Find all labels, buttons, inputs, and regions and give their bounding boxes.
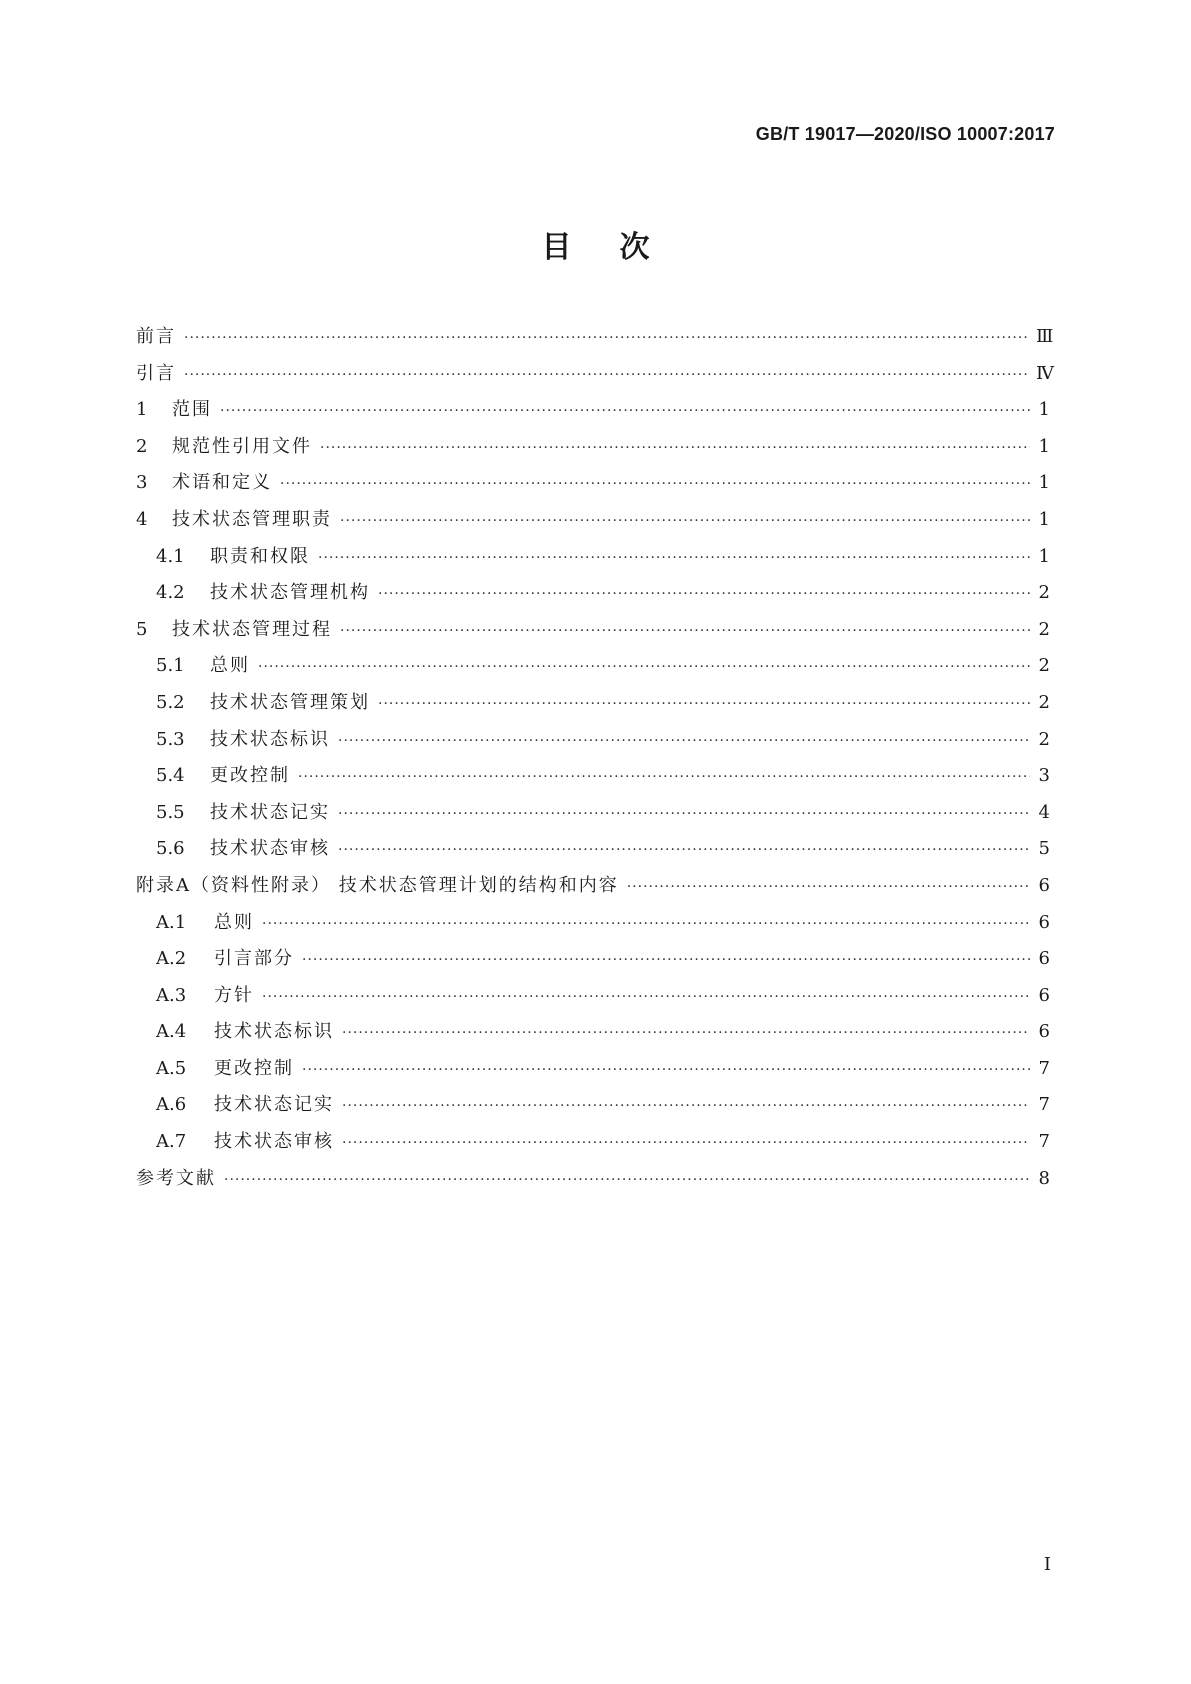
toc-entry-page: 1	[1038, 472, 1050, 494]
toc-entry-number: A.3	[156, 984, 187, 1006]
toc-entry-number: 4.2	[156, 582, 185, 604]
toc-entry-label: 引言	[136, 362, 176, 384]
page-title: 目次	[541, 230, 698, 265]
toc-entry[interactable]	[136, 908, 1050, 945]
toc-entry-page: Ⅳ	[1036, 362, 1054, 384]
toc-entry-label: 更改控制	[214, 1057, 294, 1079]
toc-entry[interactable]	[136, 981, 1050, 1018]
toc-entry-page: 5	[1038, 838, 1050, 860]
toc-entry-label: 技术状态记实	[210, 801, 330, 823]
toc-entry-page: 1	[1038, 508, 1050, 530]
dot-leader	[320, 440, 1030, 456]
toc-entry[interactable]	[136, 651, 1050, 688]
toc-entry-page: 2	[1038, 655, 1050, 677]
toc-entry-number: 5.4	[156, 765, 185, 787]
toc-entry-number: 2	[136, 435, 148, 457]
toc-entry-number: A.2	[156, 948, 187, 970]
toc-entry-label: 总则	[214, 911, 254, 933]
toc-entry[interactable]	[136, 834, 1050, 871]
standard-number-header: GB/T 19017—2020/ISO 10007:2017	[755, 124, 1055, 144]
toc-entry-label: 附录A（资料性附录） 技术状态管理计划的结构和内容	[136, 874, 619, 896]
toc-entry-label: 参考文献	[136, 1167, 216, 1189]
toc-entry-label: 技术状态审核	[214, 1131, 334, 1153]
toc-entry[interactable]	[136, 1090, 1050, 1127]
toc-entry-page: 2	[1038, 691, 1050, 713]
toc-entry-label: 技术状态管理策划	[210, 691, 370, 713]
toc-entry-number: 1	[136, 399, 148, 421]
toc-entry[interactable]	[136, 359, 1054, 396]
dot-leader	[378, 586, 1030, 602]
toc-entry[interactable]	[136, 322, 1054, 359]
toc-entry-page: 1	[1038, 435, 1050, 457]
toc-entry-page: 2	[1038, 618, 1050, 640]
toc-entry-label: 范围	[172, 399, 212, 421]
footer-page-number: I	[1043, 1554, 1051, 1575]
toc-entry-label: 技术状态记实	[214, 1094, 334, 1116]
toc-entry-page: 6	[1038, 1021, 1050, 1043]
toc-entry-number: 4.1	[156, 545, 185, 567]
toc-entry-number: 3	[136, 472, 148, 494]
toc-entry-number: A.1	[156, 911, 187, 933]
toc-entry-number: 5.2	[156, 691, 185, 713]
dot-leader	[184, 330, 1030, 346]
toc-entry[interactable]	[136, 1017, 1050, 1054]
dot-leader	[338, 842, 1030, 858]
toc-entry-page: Ⅲ	[1036, 326, 1054, 347]
toc-entry[interactable]	[136, 395, 1050, 432]
toc-entry[interactable]	[136, 1054, 1050, 1091]
toc-entry-page: 6	[1038, 984, 1050, 1006]
dot-leader	[302, 952, 1030, 968]
dot-leader	[342, 1025, 1030, 1041]
toc-entry-page: 4	[1038, 801, 1050, 823]
toc-entry[interactable]	[136, 615, 1050, 652]
toc-entry-label: 更改控制	[210, 765, 290, 787]
toc-entry-page: 8	[1038, 1167, 1050, 1189]
table-of-contents	[136, 322, 1054, 1200]
toc-entry-number: 5.6	[156, 838, 185, 860]
toc-entry[interactable]	[136, 798, 1050, 835]
dot-leader	[340, 513, 1030, 529]
toc-entry-page: 2	[1038, 582, 1050, 604]
dot-leader	[262, 989, 1030, 1005]
toc-entry[interactable]	[136, 944, 1050, 981]
dot-leader	[378, 696, 1030, 712]
toc-entry-number: A.4	[156, 1021, 187, 1043]
toc-entry[interactable]	[136, 761, 1050, 798]
toc-entry[interactable]	[136, 688, 1050, 725]
toc-entry-page: 7	[1038, 1094, 1050, 1116]
dot-leader	[184, 367, 1030, 383]
toc-entry-page: 1	[1038, 545, 1050, 567]
toc-entry-page: 6	[1038, 911, 1050, 933]
toc-entry-label: 技术状态管理职责	[172, 508, 332, 530]
toc-entry-number: A.7	[156, 1131, 187, 1153]
toc-entry-label: 总则	[210, 655, 250, 677]
toc-entry-number: 5.5	[156, 801, 185, 823]
toc-entry-label: 技术状态审核	[210, 838, 330, 860]
dot-leader	[220, 403, 1030, 419]
toc-entry-label: 技术状态管理过程	[172, 618, 332, 640]
dot-leader	[340, 623, 1030, 639]
dot-leader	[342, 1098, 1030, 1114]
toc-entry-label: 前言	[136, 326, 176, 347]
toc-entry[interactable]	[136, 871, 1050, 908]
dot-leader	[258, 659, 1030, 675]
dot-leader	[627, 879, 1030, 895]
toc-entry-number: 4	[136, 508, 148, 530]
toc-entry[interactable]	[136, 542, 1050, 579]
toc-entry[interactable]	[136, 1127, 1050, 1164]
toc-entry-label: 技术状态标识	[214, 1021, 334, 1043]
toc-entry-number: 5.3	[156, 728, 185, 750]
dot-leader	[262, 916, 1030, 932]
toc-entry-page: 1	[1038, 399, 1050, 421]
toc-entry[interactable]	[136, 1164, 1050, 1201]
toc-entry[interactable]	[136, 578, 1050, 615]
toc-entry[interactable]	[136, 505, 1050, 542]
toc-entry-page: 6	[1038, 874, 1050, 896]
toc-entry-number: 5	[136, 618, 148, 640]
toc-entry[interactable]	[136, 468, 1050, 505]
toc-entry-label: 方针	[214, 984, 254, 1006]
dot-leader	[302, 1062, 1030, 1078]
toc-entry-page: 7	[1038, 1057, 1050, 1079]
toc-entry[interactable]	[136, 725, 1050, 762]
toc-entry-page: 2	[1038, 728, 1050, 750]
dot-leader	[318, 550, 1030, 566]
dot-leader	[342, 1135, 1030, 1151]
toc-entry-page: 7	[1038, 1131, 1050, 1153]
toc-entry-page: 6	[1038, 948, 1050, 970]
toc-entry-number: A.6	[156, 1094, 187, 1116]
toc-entry-number: 5.1	[156, 655, 185, 677]
dot-leader	[280, 476, 1030, 492]
toc-entry-label: 技术状态标识	[210, 728, 330, 750]
dot-leader	[338, 733, 1030, 749]
toc-entry[interactable]	[136, 432, 1050, 469]
toc-entry-label: 引言部分	[214, 948, 294, 970]
dot-leader	[298, 769, 1030, 785]
dot-leader	[224, 1172, 1030, 1188]
toc-entry-label: 规范性引用文件	[172, 435, 312, 457]
toc-entry-number: A.5	[156, 1057, 187, 1079]
toc-entry-page: 3	[1038, 765, 1050, 787]
toc-entry-label: 术语和定义	[172, 472, 272, 494]
toc-entry-label: 技术状态管理机构	[210, 582, 370, 604]
toc-entry-label: 职责和权限	[210, 545, 310, 567]
dot-leader	[338, 806, 1030, 822]
